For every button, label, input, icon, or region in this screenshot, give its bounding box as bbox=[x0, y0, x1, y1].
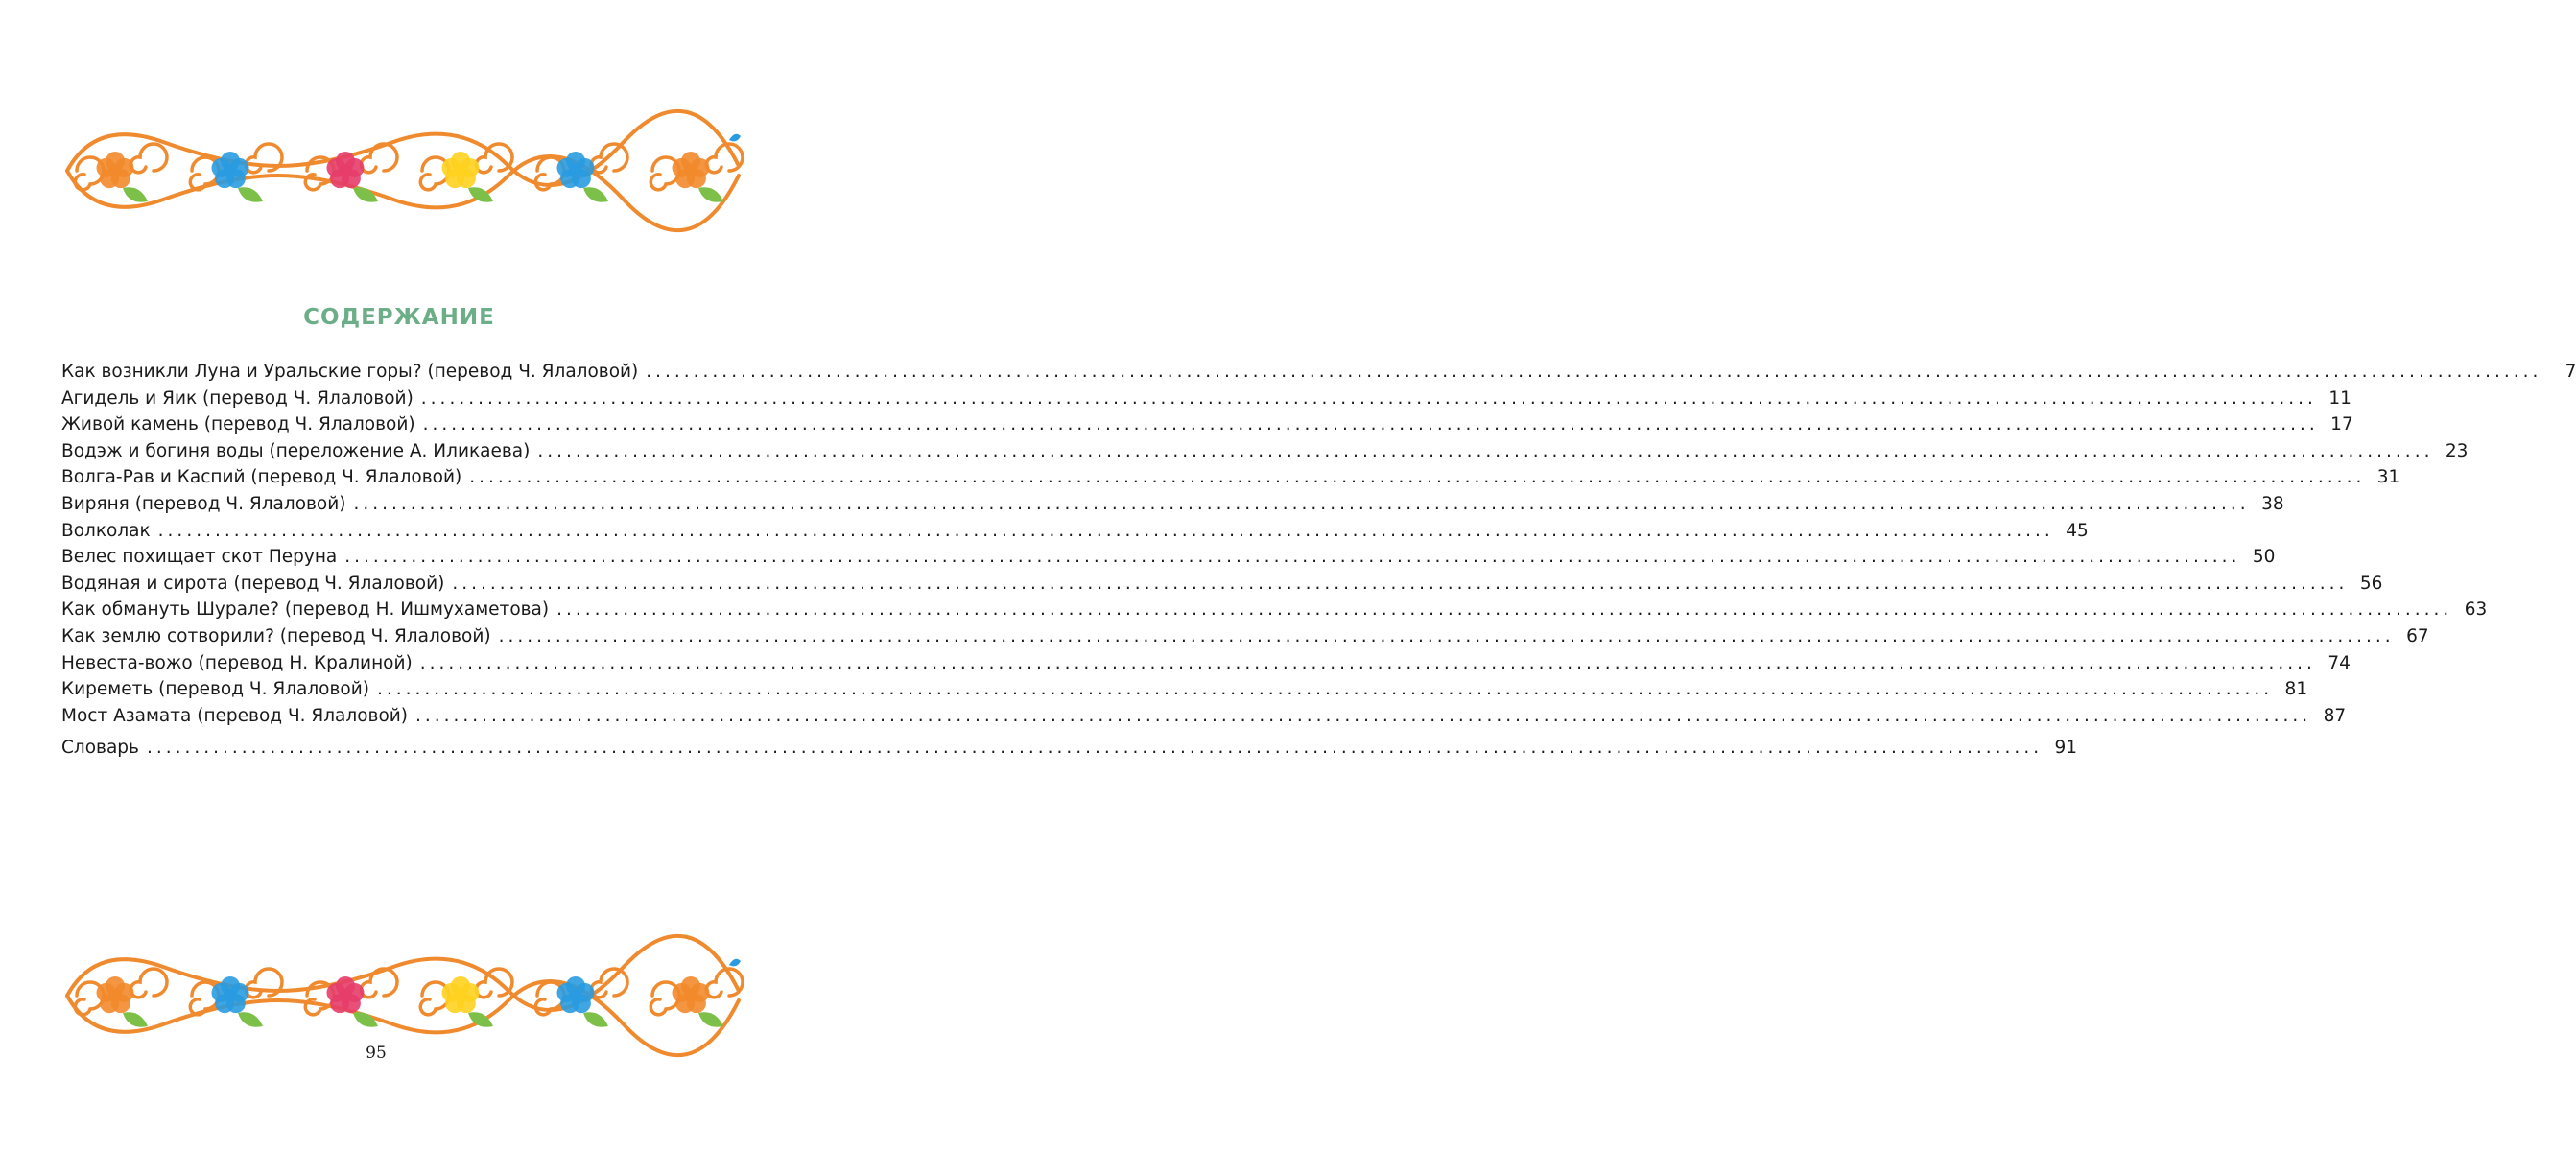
toc-entry-page: 67 bbox=[2406, 625, 2429, 646]
scroll-curl bbox=[246, 969, 282, 998]
leaf-icon bbox=[583, 1012, 608, 1026]
toc-entry bbox=[61, 703, 2347, 730]
flower-icon bbox=[442, 152, 480, 188]
flower-center bbox=[224, 164, 237, 177]
leaf-icon bbox=[583, 187, 608, 201]
flower-icon bbox=[673, 152, 710, 188]
toc-leader-dots: ........................................................................................................................................................................................................ bbox=[344, 547, 2241, 568]
bottom-floral-border bbox=[58, 938, 748, 1053]
toc-leader-dots: ........................................................................................................................................................................................................ bbox=[353, 493, 2250, 514]
flower-icon bbox=[327, 976, 365, 1013]
toc-leader-dots: ........................................................................................................................................................................................................ bbox=[422, 414, 2319, 435]
drop-icon bbox=[729, 959, 741, 967]
flower-center bbox=[454, 164, 467, 177]
scroll-curl bbox=[130, 969, 167, 998]
flower-center bbox=[108, 989, 122, 1002]
scroll-curl bbox=[130, 144, 167, 173]
toc-entry-page: 50 bbox=[2252, 547, 2276, 568]
toc-entry-title: Живой камень (перевод Ч. Ялаловой) bbox=[61, 414, 415, 435]
flower-center bbox=[454, 989, 467, 1002]
toc-leader-dots: ........................................................................................................................................................................................................ bbox=[537, 440, 2434, 461]
toc-entry-page: 38 bbox=[2261, 493, 2284, 514]
scroll-curl bbox=[706, 144, 743, 173]
toc-entry bbox=[61, 650, 2351, 677]
toc-entry bbox=[61, 735, 2078, 762]
toc-leader-dots: ........................................................................................................................................................................................................ bbox=[452, 573, 2349, 594]
toc-entry-title: Как землю сотворили? (перевод Ч. Ялаловой) bbox=[61, 625, 491, 646]
toc-entry-title: Невеста-вожо (перевод Н. Кралиной) bbox=[61, 652, 413, 673]
leaf-icon bbox=[238, 187, 263, 201]
toc-entry bbox=[61, 491, 2284, 518]
leaf-icon bbox=[123, 187, 148, 201]
toc-leader-dots: ........................................................................................................................................................................................................ bbox=[419, 652, 2316, 673]
toc-entry bbox=[61, 676, 2308, 703]
flower-center bbox=[339, 989, 352, 1002]
toc-leader-dots: ........................................................................................................................................................................................................ bbox=[556, 599, 2453, 621]
page-number: 95 bbox=[366, 1044, 387, 1063]
toc-entry-page: 17 bbox=[2330, 414, 2353, 435]
toc-entry-page: 56 bbox=[2359, 573, 2383, 594]
toc-leader-dots: ........................................................................................................................................................................................................ bbox=[420, 388, 2317, 409]
flower-icon bbox=[673, 976, 710, 1013]
leaf-icon bbox=[238, 1012, 263, 1026]
toc-entry-title: Агидель и Яик (перевод Ч. Ялаловой) bbox=[61, 388, 414, 409]
toc-entry-title: Мост Азамата (перевод Ч. Ялаловой) bbox=[61, 705, 409, 726]
scroll-curl bbox=[246, 144, 282, 173]
toc-entry-title: Волга-Рав и Каспий (перевод Ч. Ялаловой) bbox=[61, 467, 462, 488]
toc-entry-page: 91 bbox=[2054, 738, 2078, 759]
toc-leader-dots: ........................................................................................................................................................................................................ bbox=[498, 625, 2395, 646]
flower-center bbox=[339, 164, 352, 177]
toc-leader-dots: ........................................................................................................................................................................................................ bbox=[469, 467, 2366, 488]
toc-entry bbox=[61, 597, 2488, 623]
flower-center bbox=[108, 164, 122, 177]
toc-entry-title: Киреметь (перевод Ч. Ялаловой) bbox=[61, 679, 369, 700]
toc-leader-dots: ........................................................................................................................................................................................................ bbox=[415, 705, 2312, 726]
flower-center bbox=[684, 989, 697, 1002]
top-floral-border bbox=[58, 113, 748, 228]
flower-center bbox=[684, 164, 697, 177]
toc-entry bbox=[61, 623, 2429, 650]
table-of-contents-title: СОДЕРЖАНИЕ bbox=[303, 305, 495, 330]
toc-entry-title: Словарь bbox=[61, 738, 139, 759]
table-of-contents bbox=[61, 359, 2576, 762]
scroll-vine bbox=[67, 156, 739, 230]
toc-entry-page: 31 bbox=[2376, 467, 2400, 488]
toc-entry-title: Как возникли Луна и Уральские горы? (перевод Ч. Ялаловой) bbox=[61, 362, 639, 382]
flower-icon bbox=[97, 976, 134, 1013]
toc-entry-page: 7 bbox=[2564, 362, 2576, 382]
scroll-curl bbox=[706, 969, 743, 998]
scroll-curl bbox=[476, 969, 512, 998]
leaf-icon bbox=[698, 187, 723, 201]
flower-icon bbox=[442, 976, 480, 1013]
toc-entry bbox=[61, 518, 2089, 545]
toc-entry bbox=[61, 386, 2351, 412]
toc-entry-page: 23 bbox=[2445, 440, 2469, 461]
toc-entry bbox=[61, 438, 2469, 465]
toc-leader-dots: ........................................................................................................................................................................................................ bbox=[646, 362, 2542, 382]
toc-leader-dots: ........................................................................................................................................................................................................ bbox=[146, 738, 2044, 759]
flower-center bbox=[569, 164, 582, 177]
toc-entry-page: 63 bbox=[2464, 599, 2488, 621]
scroll-curl bbox=[476, 144, 512, 173]
toc-entry bbox=[61, 544, 2276, 571]
toc-entry-page: 45 bbox=[2066, 520, 2089, 541]
flower-center bbox=[569, 989, 582, 1002]
scroll-vine bbox=[67, 111, 739, 185]
toc-entry-title: Водэж и богиня воды (переложение А. Иликаева) bbox=[61, 440, 531, 461]
flower-icon bbox=[97, 152, 134, 188]
toc-entry-page: 81 bbox=[2284, 679, 2308, 700]
leaf-icon bbox=[698, 1012, 723, 1026]
toc-entry-page: 87 bbox=[2323, 705, 2347, 726]
leaf-icon bbox=[123, 1012, 148, 1026]
toc-entry bbox=[61, 359, 2576, 386]
toc-leader-dots: ........................................................................................................................................................................................................ bbox=[157, 520, 2054, 541]
scroll-vine bbox=[67, 936, 739, 1010]
toc-entry-title: Водяная и сирота (перевод Ч. Ялаловой) bbox=[61, 573, 445, 594]
toc-entry-page: 74 bbox=[2328, 652, 2351, 673]
toc-entry-page: 11 bbox=[2328, 388, 2351, 409]
toc-entry bbox=[61, 464, 2400, 491]
toc-entry bbox=[61, 571, 2383, 598]
flower-center bbox=[224, 989, 237, 1002]
flower-icon bbox=[327, 152, 365, 188]
toc-entry-title: Велес похищает скот Перуна bbox=[61, 547, 338, 568]
toc-entry-title: Виряня (перевод Ч. Ялаловой) bbox=[61, 493, 346, 514]
toc-entry-title: Как обмануть Шурале? (перевод Н. Ишмухаметова) bbox=[61, 599, 550, 621]
toc-leader-dots: ........................................................................................................................................................................................................ bbox=[376, 679, 2274, 700]
toc-entry-title: Волколак bbox=[61, 520, 151, 541]
drop-icon bbox=[729, 134, 741, 142]
toc-entry bbox=[61, 411, 2353, 438]
